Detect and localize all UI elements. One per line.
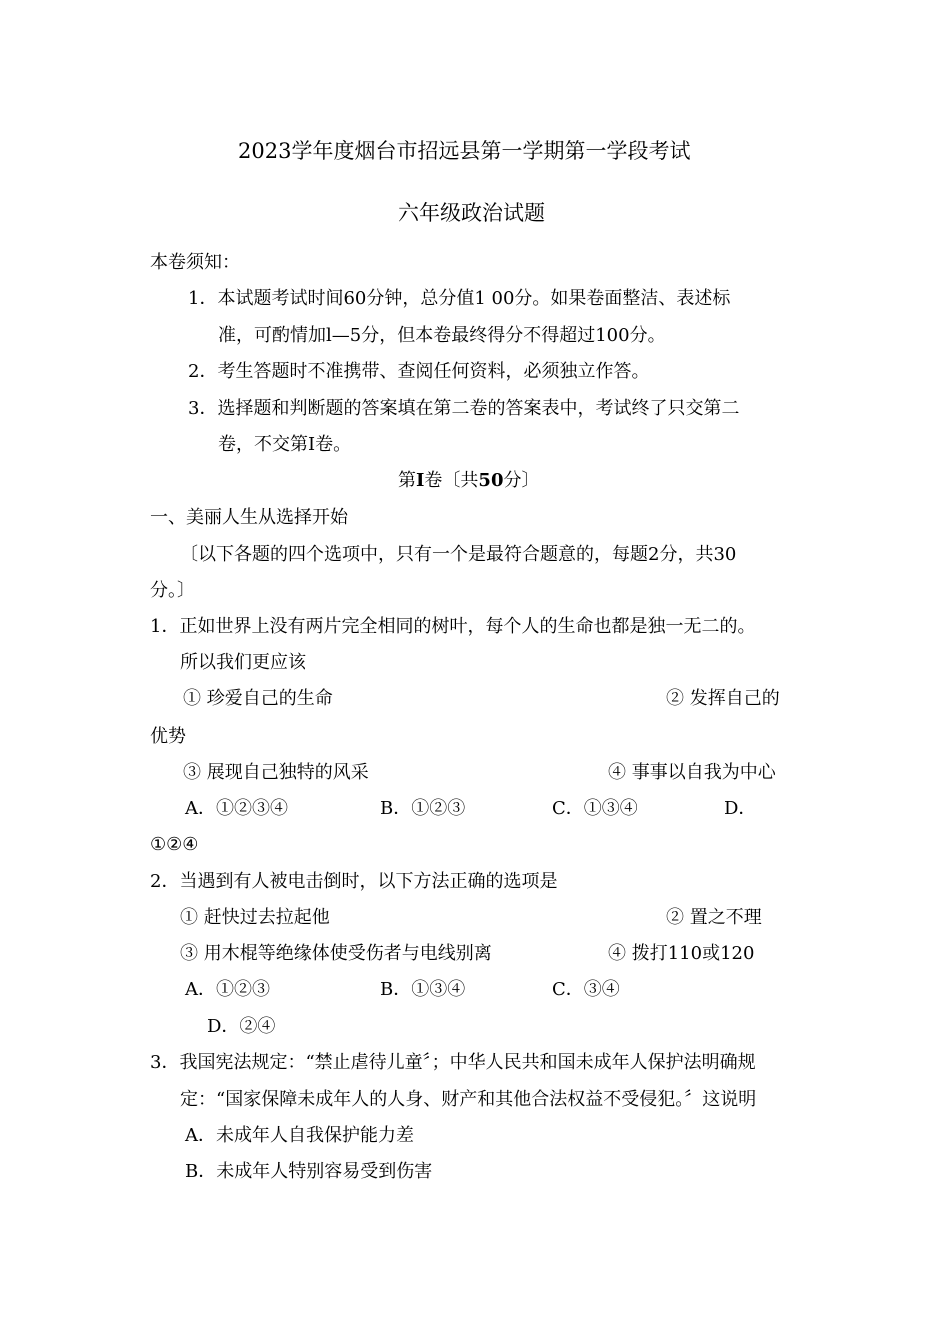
volume-score: 50 (478, 470, 504, 491)
question-1-statement-4: ④ 事事以自我为中心 (608, 762, 776, 783)
question-1-stem-cont: 所以我们更应该 (180, 652, 306, 673)
question-1-choice-d-cont: ①②④ (150, 834, 199, 855)
question-3-stem-cont: 定：“国家保障未成年人的人身、财产和其他合法权益不受侵犯。〞这说明 (180, 1089, 757, 1110)
section-instruction-cont: 分。〕 (150, 580, 195, 601)
notice-item-2: 2．考生答题时不准携带、查阅任何资料，必须独立作答。 (188, 361, 650, 382)
question-1-choice-a: A．①②③④ (185, 798, 288, 819)
volume-prefix: 第 (398, 470, 416, 491)
question-1-statement-3: ③ 展现自己独特的风采 (183, 762, 369, 783)
question-2-statement-3: ③ 用木棍等绝缘体使受伤者与电线别离 (180, 943, 492, 964)
question-2-statement-1: ① 赶快过去拉起他 (180, 907, 330, 928)
question-2-choice-c: C．③④ (552, 979, 620, 1000)
section-instruction: 〔以下各题的四个选项中，只有一个是最符合题意的，每题2分，共30 (180, 544, 737, 565)
notice-item-3: 3．选择题和判断题的答案填在第二卷的答案表中，考试终了只交第二 (188, 398, 740, 419)
question-1-choice-c: C．①③④ (552, 798, 638, 819)
question-1-statement-1: ① 珍爱自己的生命 (183, 688, 333, 709)
notice-item-1: 1．本试题考试时间60分钟，总分值1 00分。如果卷面整洁、表述标 (188, 288, 731, 309)
question-3-choice-b: B．未成年人特别容易受到伤害 (185, 1161, 433, 1182)
notice-heading: 本卷须知： (150, 252, 240, 273)
notice-item-3-cont: 卷，不交第I卷。 (218, 434, 352, 455)
volume-heading (398, 469, 539, 493)
question-1-choice-b: B．①②③ (380, 798, 466, 819)
question-2-choice-a: A．①②③ (185, 979, 270, 1000)
question-2-statement-2: ② 置之不理 (666, 907, 762, 928)
question-1-statement-2-cont: 优势 (150, 726, 186, 747)
volume-mid: 卷〔共 (424, 470, 479, 491)
exam-subtitle: 六年级政治试题 (398, 201, 545, 225)
volume-suffix: 分〕 (503, 470, 540, 491)
question-1-choice-d: D． (724, 798, 757, 819)
question-3-stem: 3．我国宪法规定：“禁止虐待儿童〞；中华人民共和国未成年人保护法明确规 (150, 1052, 756, 1073)
question-1-stem: 1．正如世界上没有两片完全相同的树叶，每个人的生命也都是独一无二的。 (150, 616, 756, 637)
question-2-choice-b: B．①③④ (380, 979, 466, 1000)
volume-roman: I (416, 470, 425, 491)
question-2-statement-4: ④ 拨打110或120 (608, 943, 755, 964)
notice-item-1-cont: 准，可酌情加l—5分，但本卷最终得分不得超过100分。 (218, 325, 666, 346)
question-2-stem: 2．当遇到有人被电击倒时，以下方法正确的选项是 (150, 871, 558, 892)
question-2-choice-d: D．②④ (207, 1016, 276, 1037)
exam-title: 2023学年度烟台市招远县第一学期第一学段考试 (238, 139, 691, 163)
section-heading: 一、美丽人生从选择开始 (150, 507, 348, 528)
question-3-choice-a: A．未成年人自我保护能力差 (185, 1125, 414, 1146)
question-1-statement-2: ② 发挥自己的 (666, 688, 780, 709)
